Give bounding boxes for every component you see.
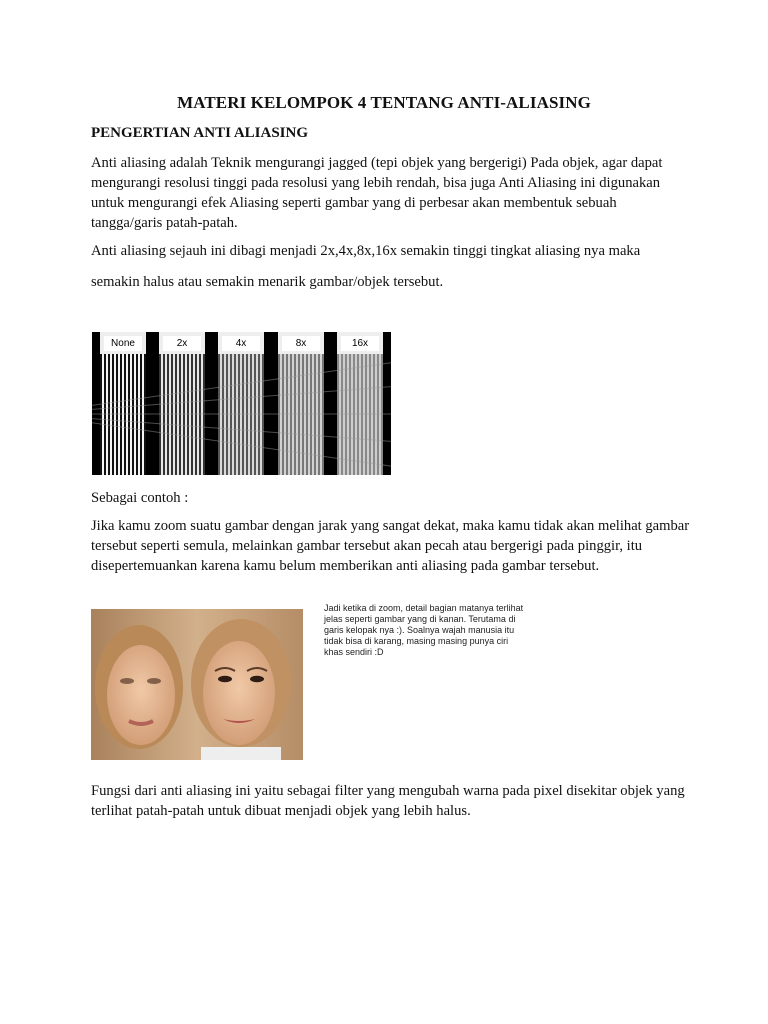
page-title: MATERI KELOMPOK 4 TENTANG ANTI-ALIASING <box>177 93 591 112</box>
paragraph-function: Fungsi dari anti aliasing ini yaitu sebagai filter yang mengubah warna pada pixel disekitar objek yang terlihat patah-patah untuk dibuat menjadi objek yang lebih halus. <box>91 783 685 819</box>
paragraph-levels-line-1: Anti aliasing sejauh ini dibagi menjadi 2x,4x,8x,16x semakin tinggi tingkat aliasing nya maka <box>91 243 641 259</box>
aa-label-8x: 8x <box>282 336 320 351</box>
example-label: Sebagai contoh : <box>91 490 189 506</box>
zoomed-face-photo <box>91 609 303 760</box>
aa-label-none: None <box>104 336 142 351</box>
paragraph-definition: Anti aliasing adalah Teknik mengurangi jagged (tepi objek yang bergerigi) Pada objek, agar dapat mengurangi resolusi tinggi pada resolusi yang lebih rendah, bisa juga Anti Aliasing ini digunakan untuk mengurangi efek Aliasing seperti gambar yang di perbesar akan membentuk sebuah tangga/garis patah-patah. <box>91 155 663 231</box>
paragraph-levels-line-2: semakin halus atau semakin menarik gambar/objek tersebut. <box>91 274 444 290</box>
anti-aliasing-comparison-image <box>92 332 391 475</box>
aa-label-2x: 2x <box>163 336 201 351</box>
zoom-photo-caption: Jadi ketika di zoom, detail bagian matanya terlihat jelas seperti gambar yang di kanan. Terutama di garis kelopak nya :). Soalnya wajah manusia itu tidak bisa di karang, masing masing punya ciri khas sendiri :D <box>324 603 524 657</box>
face-comparison-illustration <box>91 609 303 760</box>
aa-ray-overlay <box>92 332 391 475</box>
paragraph-zoom-explanation: Jika kamu zoom suatu gambar dengan jarak yang sangat dekat, maka kamu tidak akan melihat gambar tersebut seperti semula, melainkan gambar tersebut akan pecah atau bergerigi pada pinggir, itu disepertemuankan karena kamu belum memberikan anti aliasing pada gambar tersebut. <box>91 518 690 574</box>
section-heading: PENGERTIAN ANTI ALIASING <box>91 125 309 141</box>
aa-label-16x: 16x <box>341 336 379 351</box>
aa-label-4x: 4x <box>222 336 260 351</box>
